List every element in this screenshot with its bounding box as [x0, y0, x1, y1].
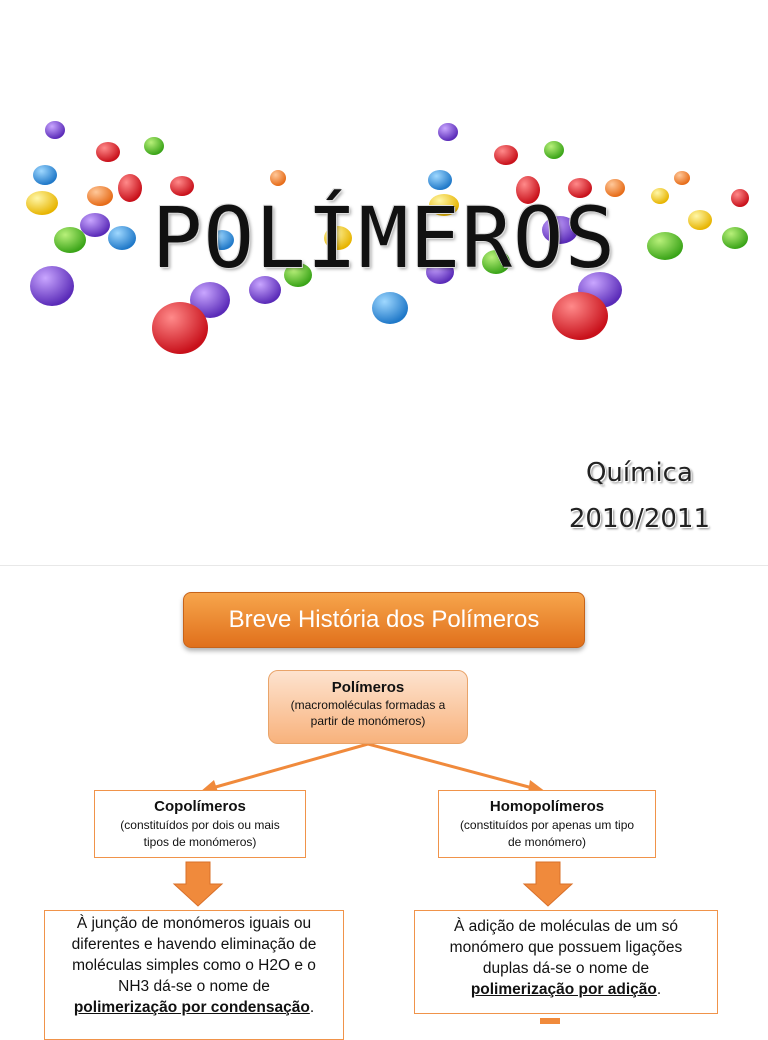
condensation-line1: À junção de monómeros iguais ou — [76, 915, 312, 932]
homopolymers-node — [438, 790, 656, 858]
polymers-title: Polímeros — [331, 679, 405, 696]
addition-end: . — [656, 981, 662, 998]
homopolymers-title: Homopolímeros — [489, 798, 605, 815]
slide-divider — [0, 565, 768, 566]
condensation-keyword-line — [51, 997, 337, 1018]
polymers-desc-line1: (macromoléculas formadas a — [290, 698, 446, 712]
addition-line1: À adição de moléculas de um só — [453, 918, 679, 935]
slide-title: POLÍMEROS — [151, 189, 617, 287]
addition-keyword: polimerização por adição — [470, 981, 657, 998]
section-header: Breve História dos Polímeros — [183, 592, 585, 648]
polymers-node — [268, 670, 468, 744]
polymers-desc-line2: partir de monómeros) — [310, 714, 426, 728]
subject-name: Química — [585, 458, 693, 488]
condensation-line2: diferentes e havendo eliminação de — [71, 936, 317, 953]
condensation-line3: moléculas simples como o H2O e o — [72, 957, 316, 974]
condensation-node — [44, 910, 344, 1040]
homopolymers-desc-line1: (constituídos por apenas um tipo — [459, 818, 635, 832]
addition-line3: duplas dá-se o nome de — [482, 960, 650, 977]
school-year: 2010/2011 — [568, 504, 710, 534]
addition-keyword-line — [421, 979, 711, 1000]
condensation-keyword: polimerização por condensação — [73, 999, 310, 1016]
condensation-line4: NH3 dá-se o nome de — [118, 978, 270, 995]
copolymers-title: Copolímeros — [154, 798, 246, 815]
condensation-end: . — [309, 999, 315, 1016]
addition-line2: monómero que possuem ligações — [449, 939, 683, 956]
subject-label — [569, 450, 710, 542]
copolymers-node — [94, 790, 306, 858]
homopolymers-desc-line2: de monómero) — [507, 835, 587, 849]
copolymers-desc-line2: tipos de monómeros) — [143, 835, 257, 849]
addition-node — [414, 910, 718, 1014]
copolymers-desc-line1: (constituídos por dois ou mais — [120, 818, 280, 832]
